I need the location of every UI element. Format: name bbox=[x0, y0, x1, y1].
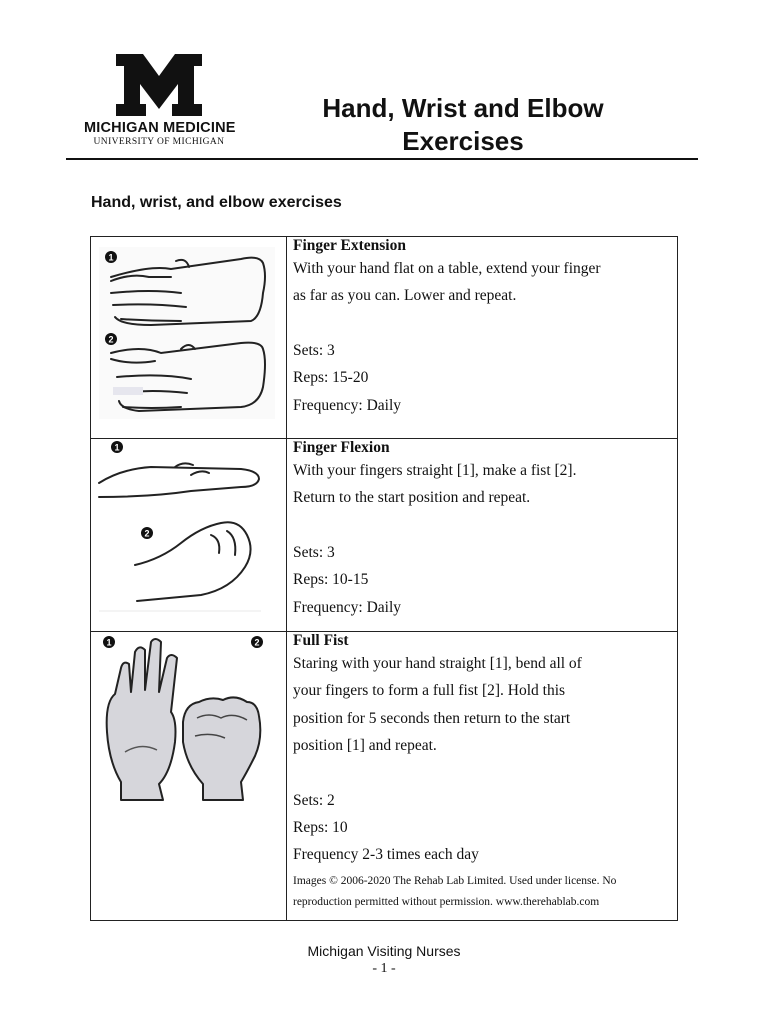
exercise-sets: Sets: 3 bbox=[293, 341, 335, 359]
page-footer bbox=[0, 942, 768, 978]
finger-flexion-drawing bbox=[91, 439, 285, 629]
step-2-label: 2 bbox=[144, 528, 150, 539]
full-fist-drawing bbox=[91, 632, 285, 812]
exercise-reps: Reps: 15-20 bbox=[293, 369, 369, 387]
step-2-label: 2 bbox=[108, 334, 114, 345]
exercise-details bbox=[287, 237, 677, 438]
page-number: - 1 - bbox=[372, 961, 396, 976]
exercise-name: Finger Flexion bbox=[293, 439, 390, 456]
finger-extension-drawing bbox=[91, 237, 285, 437]
exercise-name: Finger Extension bbox=[293, 237, 406, 254]
exercise-table bbox=[90, 236, 678, 921]
copyright-line: reproduction permitted without permission. www.therehablab.com bbox=[293, 895, 600, 908]
exercise-name: Full Fist bbox=[293, 632, 349, 649]
logo-university-name: UNIVERSITY OF MICHIGAN bbox=[93, 137, 225, 147]
title-divider bbox=[66, 158, 698, 160]
exercise-details bbox=[287, 439, 677, 631]
footer-org: Michigan Visiting Nurses bbox=[307, 943, 461, 959]
step-1-label: 1 bbox=[106, 637, 112, 648]
exercise-sets: Sets: 3 bbox=[293, 543, 335, 561]
exercise-row bbox=[91, 631, 677, 920]
exercise-frequency: Frequency: Daily bbox=[293, 598, 402, 616]
step-1-label: 1 bbox=[114, 442, 120, 453]
exercise-frequency: Frequency 2-3 times each day bbox=[293, 846, 479, 864]
logo-org-name: MICHIGAN MEDICINE bbox=[84, 120, 236, 136]
exercise-row bbox=[91, 438, 677, 631]
exercise-description-line: position [1] and repeat. bbox=[293, 737, 437, 755]
exercise-description-line: as far as you can. Lower and repeat. bbox=[293, 287, 517, 305]
copyright-line: Images © 2006-2020 The Rehab Lab Limited. Used under license. No bbox=[293, 874, 617, 887]
michigan-medicine-logo bbox=[84, 54, 234, 147]
exercise-description-line: With your hand flat on a table, extend your finger bbox=[293, 260, 601, 277]
step-2-label: 2 bbox=[254, 637, 260, 648]
finger-extension-illustration bbox=[91, 237, 287, 438]
exercise-description-line: With your fingers straight [1], make a fist [2]. bbox=[293, 462, 577, 479]
page-title bbox=[290, 92, 636, 158]
exercise-description-line: Return to the start position and repeat. bbox=[293, 489, 531, 507]
exercise-frequency: Frequency: Daily bbox=[293, 396, 402, 414]
exercise-sets: Sets: 2 bbox=[293, 791, 335, 809]
full-fist-illustration bbox=[91, 632, 287, 920]
step-1-label: 1 bbox=[108, 252, 114, 263]
section-heading: Hand, wrist, and elbow exercises bbox=[91, 194, 342, 211]
exercise-description-line: Staring with your hand straight [1], bend all of bbox=[293, 655, 582, 672]
exercise-description-line: your fingers to form a full fist [2]. Hold this bbox=[293, 682, 566, 700]
exercise-reps: Reps: 10 bbox=[293, 819, 348, 837]
image-copyright-notice bbox=[293, 871, 671, 913]
exercise-reps: Reps: 10-15 bbox=[293, 571, 369, 589]
page-title-line-2: Exercises bbox=[402, 126, 524, 156]
exercise-row bbox=[91, 237, 677, 438]
page-title-line-1: Hand, Wrist and Elbow bbox=[322, 93, 604, 123]
exercise-description-line: position for 5 seconds then return to the start bbox=[293, 709, 571, 727]
finger-flexion-illustration bbox=[91, 439, 287, 631]
block-m-logo-icon bbox=[116, 54, 202, 116]
exercise-details bbox=[287, 632, 677, 920]
